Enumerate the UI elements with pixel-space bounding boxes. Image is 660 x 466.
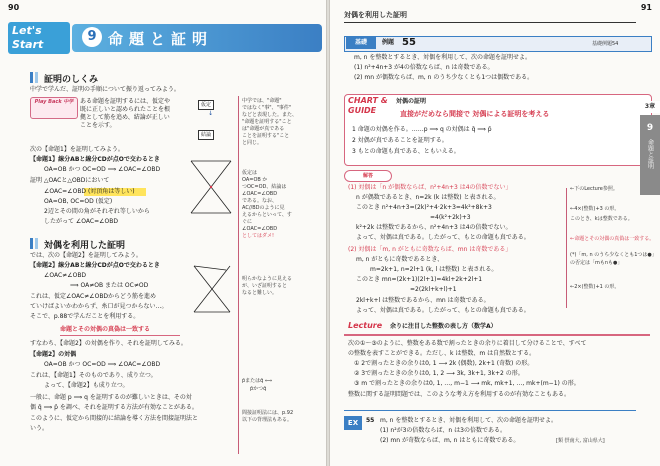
- sidenote: の否定は「mもnも●」: [570, 260, 623, 266]
- ex-badge: EX: [344, 416, 362, 430]
- kiso-badge: 基礎: [346, 37, 376, 49]
- sidenote: ことを証明する"こと: [242, 133, 290, 139]
- solution-line: よって、対偶は真である。したがって、もとの命題も真である。: [356, 234, 530, 241]
- sidenote: 明らかなように見える: [242, 276, 293, 282]
- body-line: すなわち、【命題2】の対偶を作り、それを証明してみる。: [30, 340, 187, 347]
- proof-line: 証明 △OACと△OBDにおいて: [30, 177, 110, 184]
- lecture-line: ② 3で割ったときの余りは0, 1, 2 ⟶ 3k, 3k+1, 3k+2 の形。: [354, 370, 524, 377]
- lecture-title: 余りに注目した整数の表し方（数学A）: [390, 323, 497, 330]
- sidenote: ∠OAC=∠OBD: [242, 191, 278, 197]
- sidenote: 間接証明法には、p.92: [242, 410, 294, 416]
- lecture-line: 次の①～③のように、整数をある数で割ったときの余りに着目して分けることで、すべて: [348, 340, 587, 347]
- ex-source: [類 摂南大, 富山県大]: [556, 438, 605, 444]
- solution-line: このとき mn=(2k+1)(2l+1)=4kl+2k+2l+1: [356, 276, 483, 283]
- down-arrow-icon: ↓: [208, 110, 214, 117]
- triangle-figure: [190, 262, 234, 316]
- sidenote: p̄かつq̄: [250, 386, 267, 392]
- conclusion-box: 結論: [198, 130, 214, 140]
- solution-line: よって、対偶は真である。したがって、もとの命題も真である。: [356, 307, 530, 314]
- sidenote: なると難しい。: [242, 290, 278, 296]
- lecture-line: ③ m で割ったときの余りは0, 1, …, m−1 ⟶ mk, mk+1, …, mk+(m−1) の形。: [354, 380, 580, 387]
- sidenote: p̄またはq̄ ⟺: [242, 378, 273, 384]
- body-line: よって、【命題2】も成り立つ。: [44, 382, 129, 389]
- sidenote: は"命題が真である: [242, 126, 285, 132]
- key-point: 命題とその対偶の真偽は一致する: [60, 326, 151, 333]
- problem-line: m, n を整数とするとき、対偶を利用して、次の命題を証明せよ。: [354, 54, 532, 61]
- sidenote: つOC=OD、結論は: [242, 184, 287, 190]
- sidenote: が、いざ証明すると: [242, 283, 288, 289]
- ex-number: 55: [366, 417, 375, 424]
- example-label: 例題: [382, 39, 395, 46]
- lecture-label: Lecture: [348, 321, 383, 330]
- sidenote: 以下の背理法もある。: [242, 417, 293, 423]
- solution-line: 2kl+k+l は整数であるから、mn は奇数である。: [356, 297, 490, 304]
- lets-start-badge: Let's Start: [8, 22, 70, 54]
- solution-line: (2) 対偶は「m, n がともに奇数ならば、mn は奇数である」: [348, 246, 512, 253]
- sidenote: AC//BDのように見: [242, 205, 285, 211]
- contrapositive-label: 【命題2】の対偶: [30, 351, 77, 358]
- proposition-2-statement: ∠OAC≠∠OBD: [44, 272, 87, 279]
- proposition-2: 【命題2】線分ABと線分CDが点Oで交わるとき: [30, 262, 160, 269]
- contrapositive-statement: OA=OB かつ OC=OD ⟹ ∠OAC=∠OBD: [44, 361, 161, 368]
- proposition-2-statement: ⟹ OA≠OB または OC≠OD: [70, 282, 149, 289]
- playback-badge: Play Back 中学: [30, 97, 78, 119]
- playback-line: 既に正しいと認められたことを根: [80, 106, 171, 113]
- body-line: いう。: [30, 425, 49, 432]
- sidenote: "命題を証明する"こと: [242, 119, 292, 125]
- proposition-1: 【命題1】線分ABと線分CDが点Oで交わるとき: [30, 156, 160, 163]
- sidenote: と同じ。: [242, 140, 263, 146]
- proof-line: OA=OB, OC=OD (仮定): [44, 198, 113, 205]
- left-page: [0, 0, 326, 466]
- body-line: そこで、p.88で学んだことを利用する。: [30, 313, 140, 320]
- page-number-right: 91: [640, 3, 652, 12]
- sidenote: ←命題とその対偶の真偽は一致する。: [570, 236, 655, 242]
- sidenote-rule: [238, 96, 239, 454]
- sidenote: ←4×(整数)+3 の形。: [570, 206, 620, 212]
- body-line: 次の【命題1】を証明してみよう。: [30, 146, 124, 153]
- body-line: このように、仮定から間接的に結論を導く方法を間接証明法と: [30, 415, 199, 422]
- ex-rule: [344, 410, 636, 411]
- running-header: 対偶を利用した証明: [344, 11, 407, 19]
- solution-line: (1) 対偶は「n が偶数ならば、n²+4n+3 は4の倍数でない」: [348, 184, 512, 191]
- problem-line: (1) n²+4n+3 が4の倍数ならば、n は奇数である。: [354, 64, 494, 71]
- chart-guide-logo: CHART & GUIDE: [348, 96, 388, 115]
- solution-line: k²+2k は整数であるから、n²+4n+3 は4の倍数でない。: [356, 224, 512, 231]
- chart-main: 直接がだめなら間接で 対偶による証明を考える: [400, 110, 550, 118]
- section-title: 対偶を利用した証明: [44, 241, 126, 251]
- solution-line: n が偶数であるとき、n=2k (k は整数) と表される。: [356, 194, 500, 201]
- sidenote: である。なお、: [242, 198, 278, 204]
- sidenote: (*)「m, n のうち少なくとも1つは●」: [570, 252, 657, 258]
- sidenote: このとき、kは整数である。: [570, 216, 633, 222]
- solution-line: m=2k+1, n=2l+1 (k, l は整数) と表される。: [370, 266, 498, 273]
- chapter-tab-title: 命題と証明: [646, 139, 654, 169]
- hourglass-figure: [186, 156, 236, 218]
- chart-step: 1 命題の対偶を作る。……p ⟹ q の対偶は q̄ ⟹ p̄: [352, 126, 492, 133]
- sidenote: ぐに: [242, 219, 253, 225]
- section-marker: [35, 72, 38, 83]
- solution-line: =4(k²+2k)+3: [430, 214, 471, 221]
- header-rule: [344, 22, 636, 23]
- proof-line: 2辺とその間の角がそれぞれ等しいから: [44, 208, 150, 215]
- chart-title: 対偶の証明: [396, 98, 427, 105]
- solution-line: m, n がともに奇数であるとき、: [356, 256, 444, 263]
- proof-line: したがって ∠OAC=∠OBD: [44, 218, 118, 225]
- solution-badge: 解答: [344, 170, 392, 182]
- section-marker: [35, 238, 38, 249]
- chapter-title: 命題と証明: [108, 30, 214, 48]
- section-title: 証明のしくみ: [44, 75, 99, 85]
- right-page: [330, 0, 660, 466]
- sidenote: としてはダメ!: [242, 233, 275, 239]
- body-line: 一般に、命題 p ⟹ q を証明するのが難しいときは、その対: [30, 394, 192, 401]
- sidenote: ←下のLecture参照。: [570, 186, 618, 192]
- proposition-1-statement: OA=OB かつ OC=OD ⟹ ∠OAC=∠OBD: [44, 166, 161, 173]
- sidenote: ←2×(整数)+1 の形。: [570, 284, 620, 290]
- sidenote: 仮定は: [242, 170, 258, 176]
- sidenote: などと表現した。また、: [242, 112, 298, 118]
- body-line: 偶 q̄ ⟹ p̄ を調べ、それを証明する方法が有効なことがある。: [30, 404, 198, 411]
- chapter-number: 9: [82, 27, 102, 47]
- solution-line: =2(2kl+k+l)+1: [410, 286, 457, 293]
- lecture-line: 整数に関する証明問題では、このような考え方を利用するのが有効なこともある。: [348, 391, 571, 398]
- body-line: これは、【命題1】そのものであり、成り立つ。: [30, 372, 157, 379]
- sidenote: ではなく"事"、"事件": [242, 105, 292, 111]
- section-marker: [30, 72, 33, 83]
- ex-line: m, n を整数とするとき、対偶を利用して、次の命題を証明せよ。: [380, 417, 558, 424]
- proof-line: ∠OAC=∠OBD (対頂角は等しい): [44, 188, 135, 195]
- body-line: ていけばよいかわからず、糸口が見つからない…。: [30, 303, 168, 310]
- example-number: 55: [402, 37, 416, 48]
- playback-line: 拠として筋を追め、結論が正しい: [80, 114, 170, 121]
- chart-step: 2 対偶が真であることを証明する。: [352, 137, 448, 144]
- section-marker: [30, 238, 33, 249]
- chapter-tab: [640, 115, 660, 195]
- body-line: これは、仮定∠OAC≠∠OBDからどう筋を進め: [30, 293, 157, 300]
- ex-line: (1) n²が3の倍数ならば、n は3の倍数である。: [380, 427, 506, 434]
- lecture-line: ① 2で割ったときの余りは0, 1 ⟶ 2k (偶数), 2k+1 (奇数) の形。: [354, 360, 534, 367]
- sidenote-rule: [566, 188, 567, 308]
- chart-step: 3 もとの命題も真である、ともいえる。: [352, 148, 460, 155]
- chapter-tab-label: 3章: [640, 101, 660, 113]
- sidenote: えるからといって、す: [242, 212, 292, 218]
- problem-line: (2) mn が偶数ならば、m, n のうち少なくとも1つは偶数である。: [354, 74, 534, 81]
- key-underline: [60, 335, 180, 336]
- cross-reference: 基礎例題54: [592, 41, 619, 47]
- intro-text: 中学で学んだ、証明の手順について振り返ってみよう。: [30, 86, 180, 93]
- ex-line: (2) mn が奇数ならば、m, n はともに奇数である。: [380, 437, 520, 444]
- assumption-box: 仮定: [198, 100, 214, 110]
- sidenote: 中学では、"命題": [242, 98, 282, 104]
- sidenote: ∠OAC=∠OBD: [242, 226, 278, 232]
- body-line: では、次の【命題2】を証明してみよう。: [30, 252, 142, 259]
- page-number-left: 90: [8, 3, 20, 12]
- sidenote: OA=OB か: [242, 177, 268, 183]
- chapter-tab-number: 9: [646, 123, 654, 133]
- playback-line: ある命題を証明するには、仮定や: [80, 98, 171, 105]
- playback-line: ことを示す。: [80, 122, 116, 129]
- solution-line: このとき n²+4n+3=(2k)²+4·2k+3=4k²+8k+3: [356, 204, 492, 211]
- lecture-line: の整数を表すことができる。ただし、k は整数、m は自然数とする。: [348, 350, 536, 357]
